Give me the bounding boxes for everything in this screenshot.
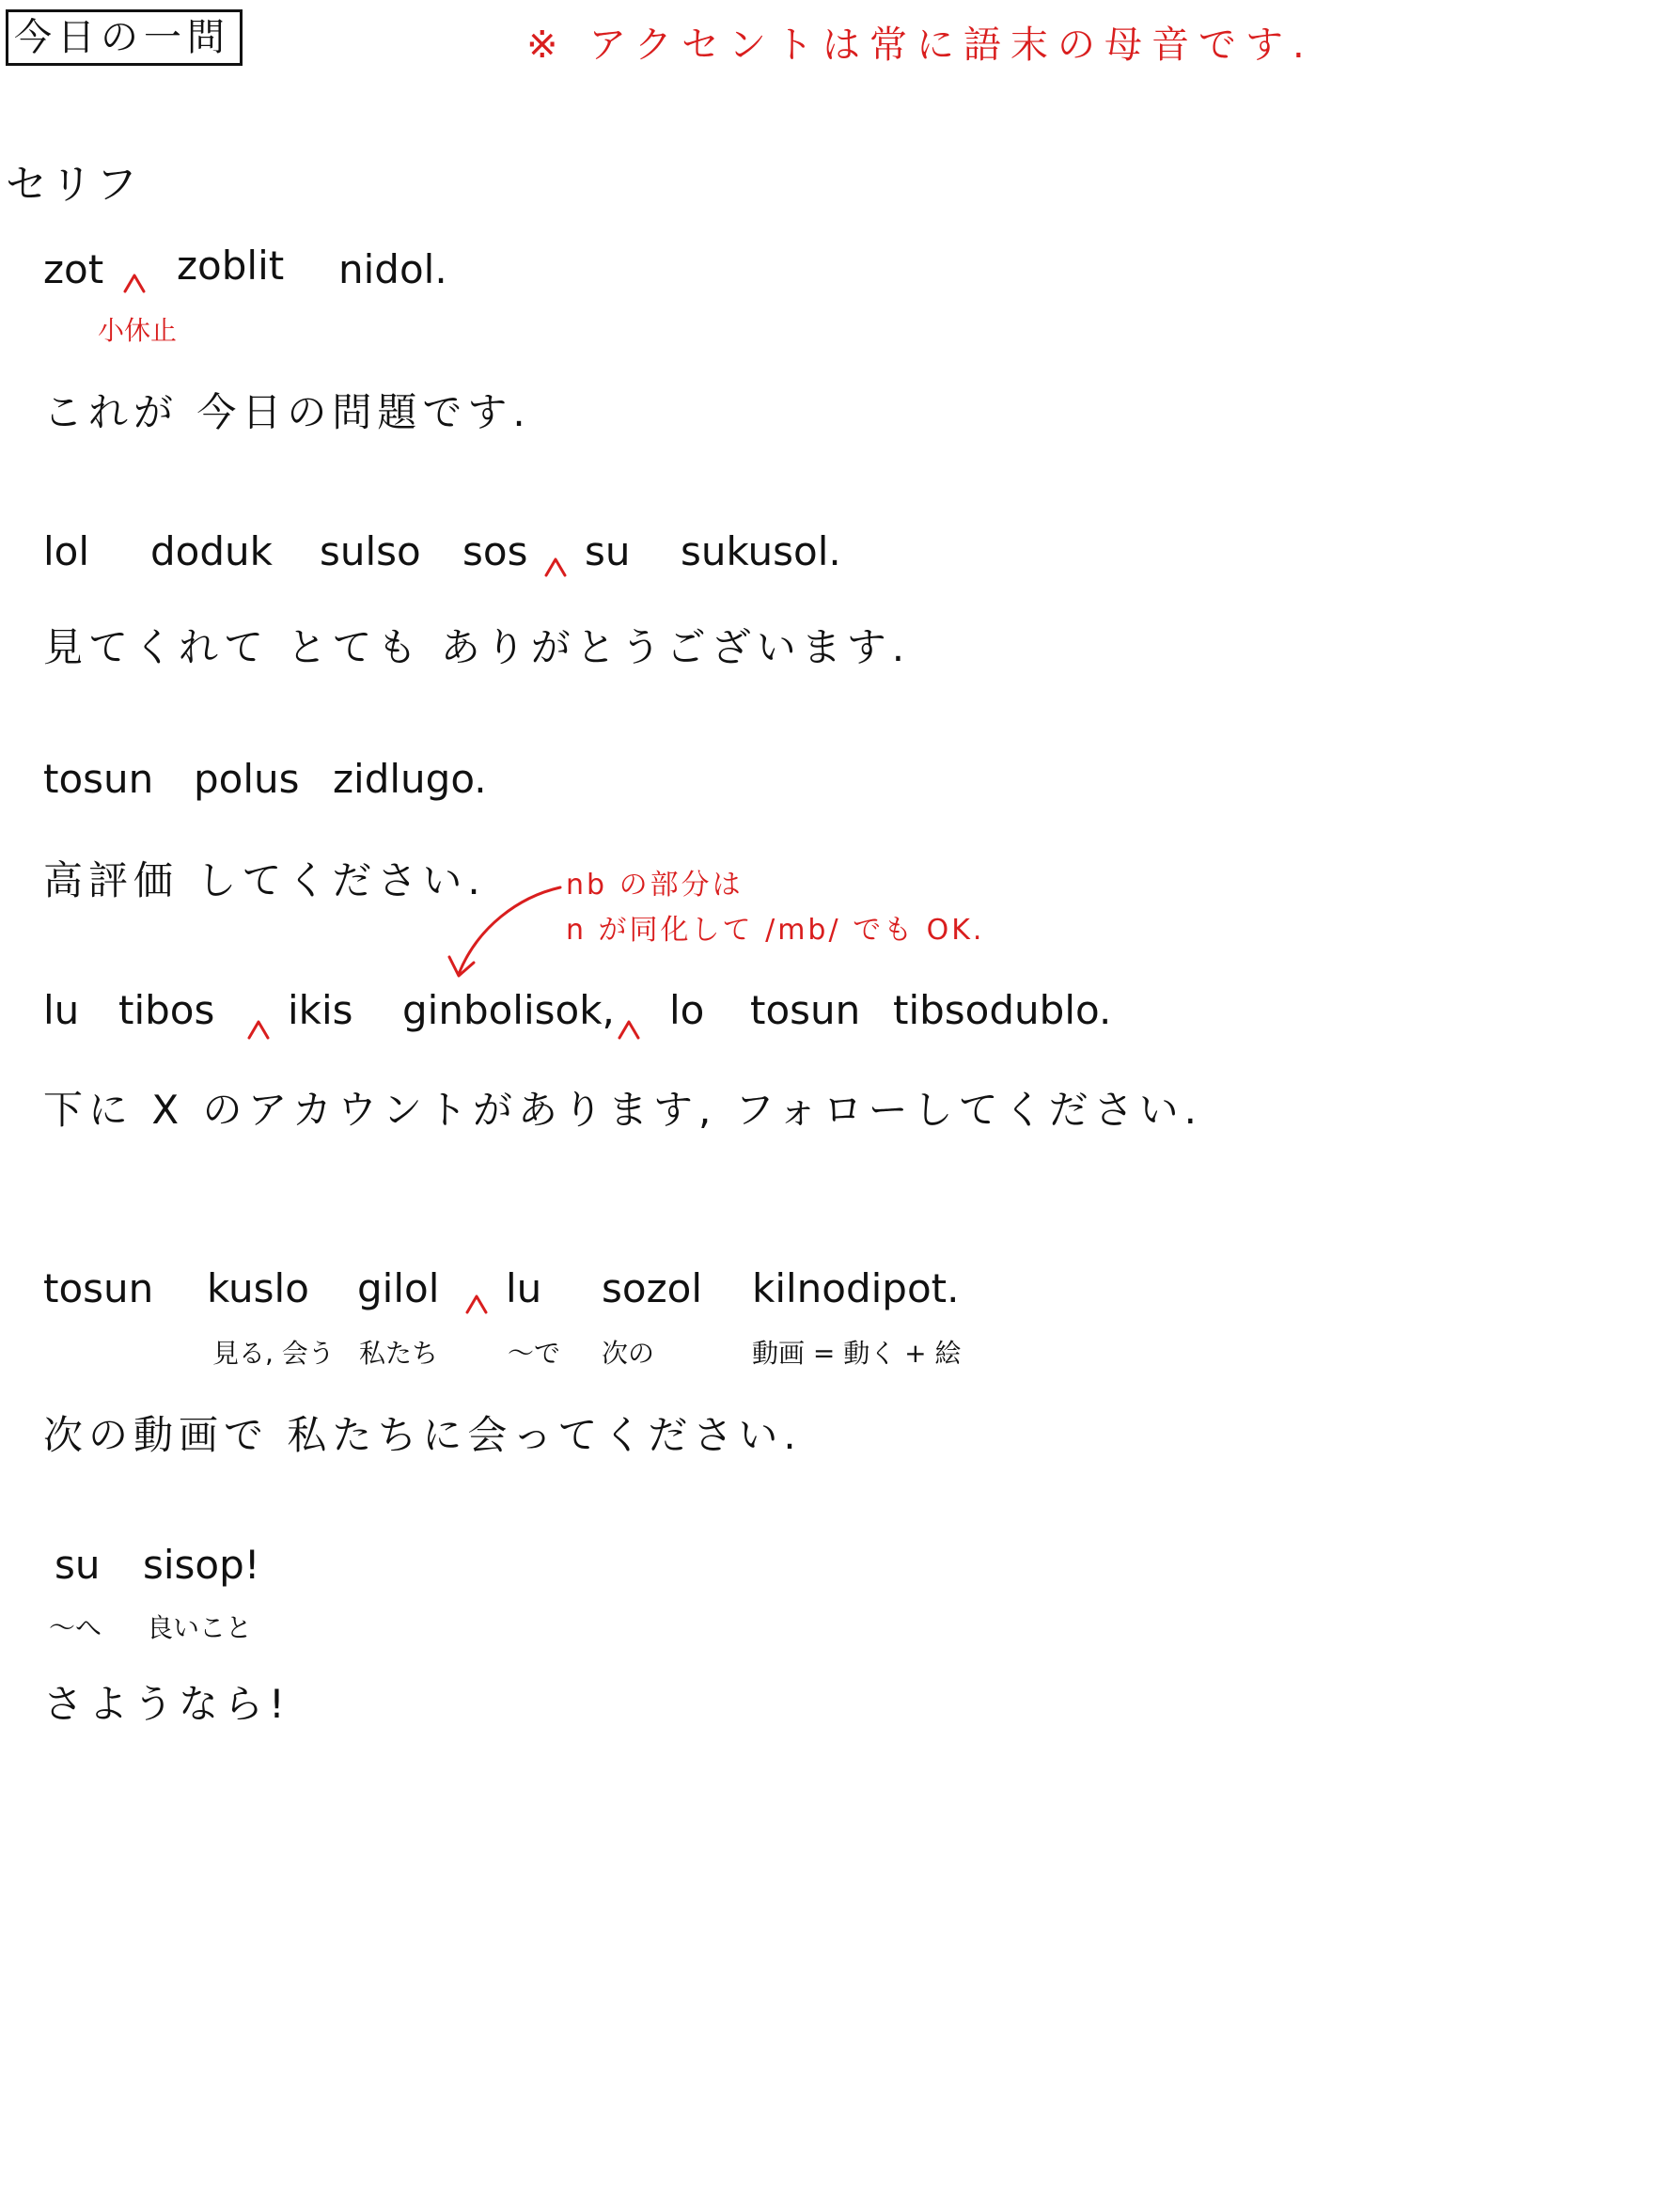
conlang-word: gilol [357,1265,440,1311]
pause-note: 小休止 [98,315,178,346]
conlang-word: doduk [150,528,273,574]
conlang-word: sos [462,528,528,574]
assimilation-note: nb の部分は [566,869,744,902]
conlang-word: kuslo [207,1265,309,1311]
conlang-word: zot [43,246,104,292]
translation-line: 次の動画で 私たちに会ってください. [43,1412,802,1458]
word-gloss: 私たち [359,1338,439,1369]
conlang-word: su [585,528,631,574]
pause-caret-icon [246,1019,271,1040]
conlang-word: zidlugo. [333,756,487,802]
conlang-word: lu [43,987,80,1033]
page-title: 今日の一問 [6,9,243,66]
conlang-word: tosun [750,987,861,1033]
conlang-word: su [55,1542,101,1588]
conlang-word: ginbolisok, [402,987,615,1033]
conlang-word: sisop! [143,1542,260,1588]
translation-line: これが 今日の問題です. [43,389,531,435]
conlang-word: lo [669,987,705,1033]
conlang-word: nidol. [338,246,447,292]
conlang-word: sukusol. [681,528,841,574]
conlang-word: tosun [43,756,154,802]
pause-caret-icon [464,1294,489,1314]
conlang-word: tibsodublo. [893,987,1112,1033]
pause-caret-icon [543,557,568,577]
conlang-word: tosun [43,1265,154,1311]
conlang-word: zoblit [177,243,285,289]
pause-caret-icon [122,273,147,293]
pause-caret-icon [617,1019,641,1040]
word-gloss: 良いこと [147,1612,253,1643]
word-gloss: 動画 = 動く + 絵 [752,1338,962,1369]
accent-note: ※ アクセントは常に語末の母音です. [526,24,1314,67]
conlang-word: sozol [602,1265,702,1311]
conlang-word: lol [43,528,90,574]
translation-line: 下に X のアカウントがあります, フォローしてください. [43,1087,1203,1133]
translation-line: 高評価 してください. [43,857,486,903]
assimilation-note: n が同化して /mb/ でも OK. [566,914,985,947]
translation-line: さようなら! [43,1681,290,1727]
arrow-icon [444,880,566,987]
conlang-word: polus [194,756,300,802]
word-gloss: 〜で [508,1338,561,1369]
section-label: セリフ [6,161,141,209]
translation-line: 見てくれて とても ありがとうございます. [43,624,911,670]
word-gloss: 見る, 会う [212,1338,335,1369]
conlang-word: sulso [320,528,421,574]
conlang-word: tibos [118,987,215,1033]
conlang-word: kilnodipot. [752,1265,960,1311]
conlang-word: lu [506,1265,542,1311]
word-gloss: 次の [602,1338,655,1369]
conlang-word: ikis [288,987,353,1033]
word-gloss: 〜へ [49,1612,102,1643]
